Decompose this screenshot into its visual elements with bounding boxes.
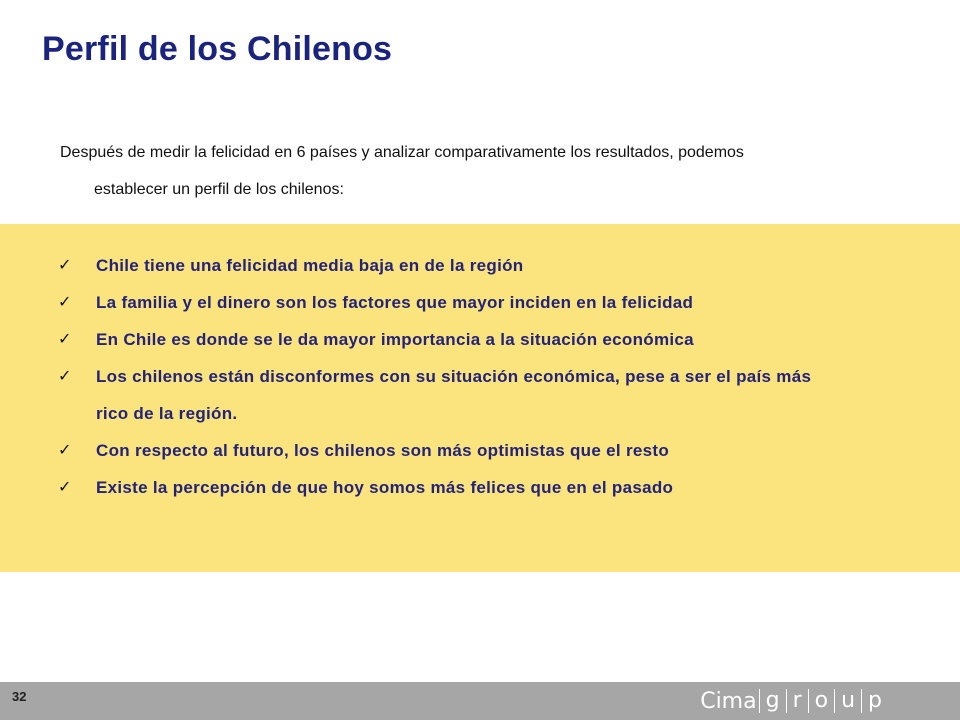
bullet-text: Con respecto al futuro, los chilenos son más optimistas que el resto <box>96 441 670 460</box>
bullet-text: Los chilenos están disconformes con su situación económica, pese a ser el país más rico de la región. <box>96 367 812 423</box>
checkmark-icon: ✓ <box>58 442 72 459</box>
bullet-text: Chile tiene una felicidad media baja en de la región <box>96 256 524 275</box>
bullet-list <box>58 247 878 506</box>
logo-letter: p <box>861 689 888 713</box>
checkmark-icon: ✓ <box>58 331 72 348</box>
bullet-item <box>58 247 878 284</box>
logo-letter: g <box>759 689 786 713</box>
footer-bar <box>0 682 960 720</box>
checkmark-icon: ✓ <box>58 479 72 496</box>
logo-letter: u <box>834 689 861 713</box>
bullet-text: En Chile es donde se le da mayor importancia a la situación económica <box>96 330 694 349</box>
bullet-item <box>58 358 878 432</box>
logo-brand: Cima <box>700 688 757 714</box>
page-number: 32 <box>12 689 27 704</box>
bullet-text: La familia y el dinero son los factores que mayor inciden en la felicidad <box>96 293 694 312</box>
checkmark-icon: ✓ <box>58 257 72 274</box>
bullet-item <box>58 469 878 506</box>
cima-group-logo <box>700 686 888 716</box>
bullet-item <box>58 321 878 358</box>
slide-title: Perfil de los Chilenos <box>42 30 393 68</box>
checkmark-icon: ✓ <box>58 368 72 385</box>
intro-line-1: Después de medir la felicidad en 6 países y analizar comparativamente los resultados, podemos <box>60 144 744 161</box>
bullet-item <box>58 432 878 469</box>
intro-line-2: establecer un perfil de los chilenos: <box>94 181 344 198</box>
bullet-text: Existe la percepción de que hoy somos más felices que en el pasado <box>96 478 674 497</box>
bullet-item <box>58 284 878 321</box>
logo-letter: o <box>808 689 834 713</box>
checkmark-icon: ✓ <box>58 294 72 311</box>
intro-paragraph <box>60 134 920 208</box>
logo-letter: r <box>786 689 808 713</box>
